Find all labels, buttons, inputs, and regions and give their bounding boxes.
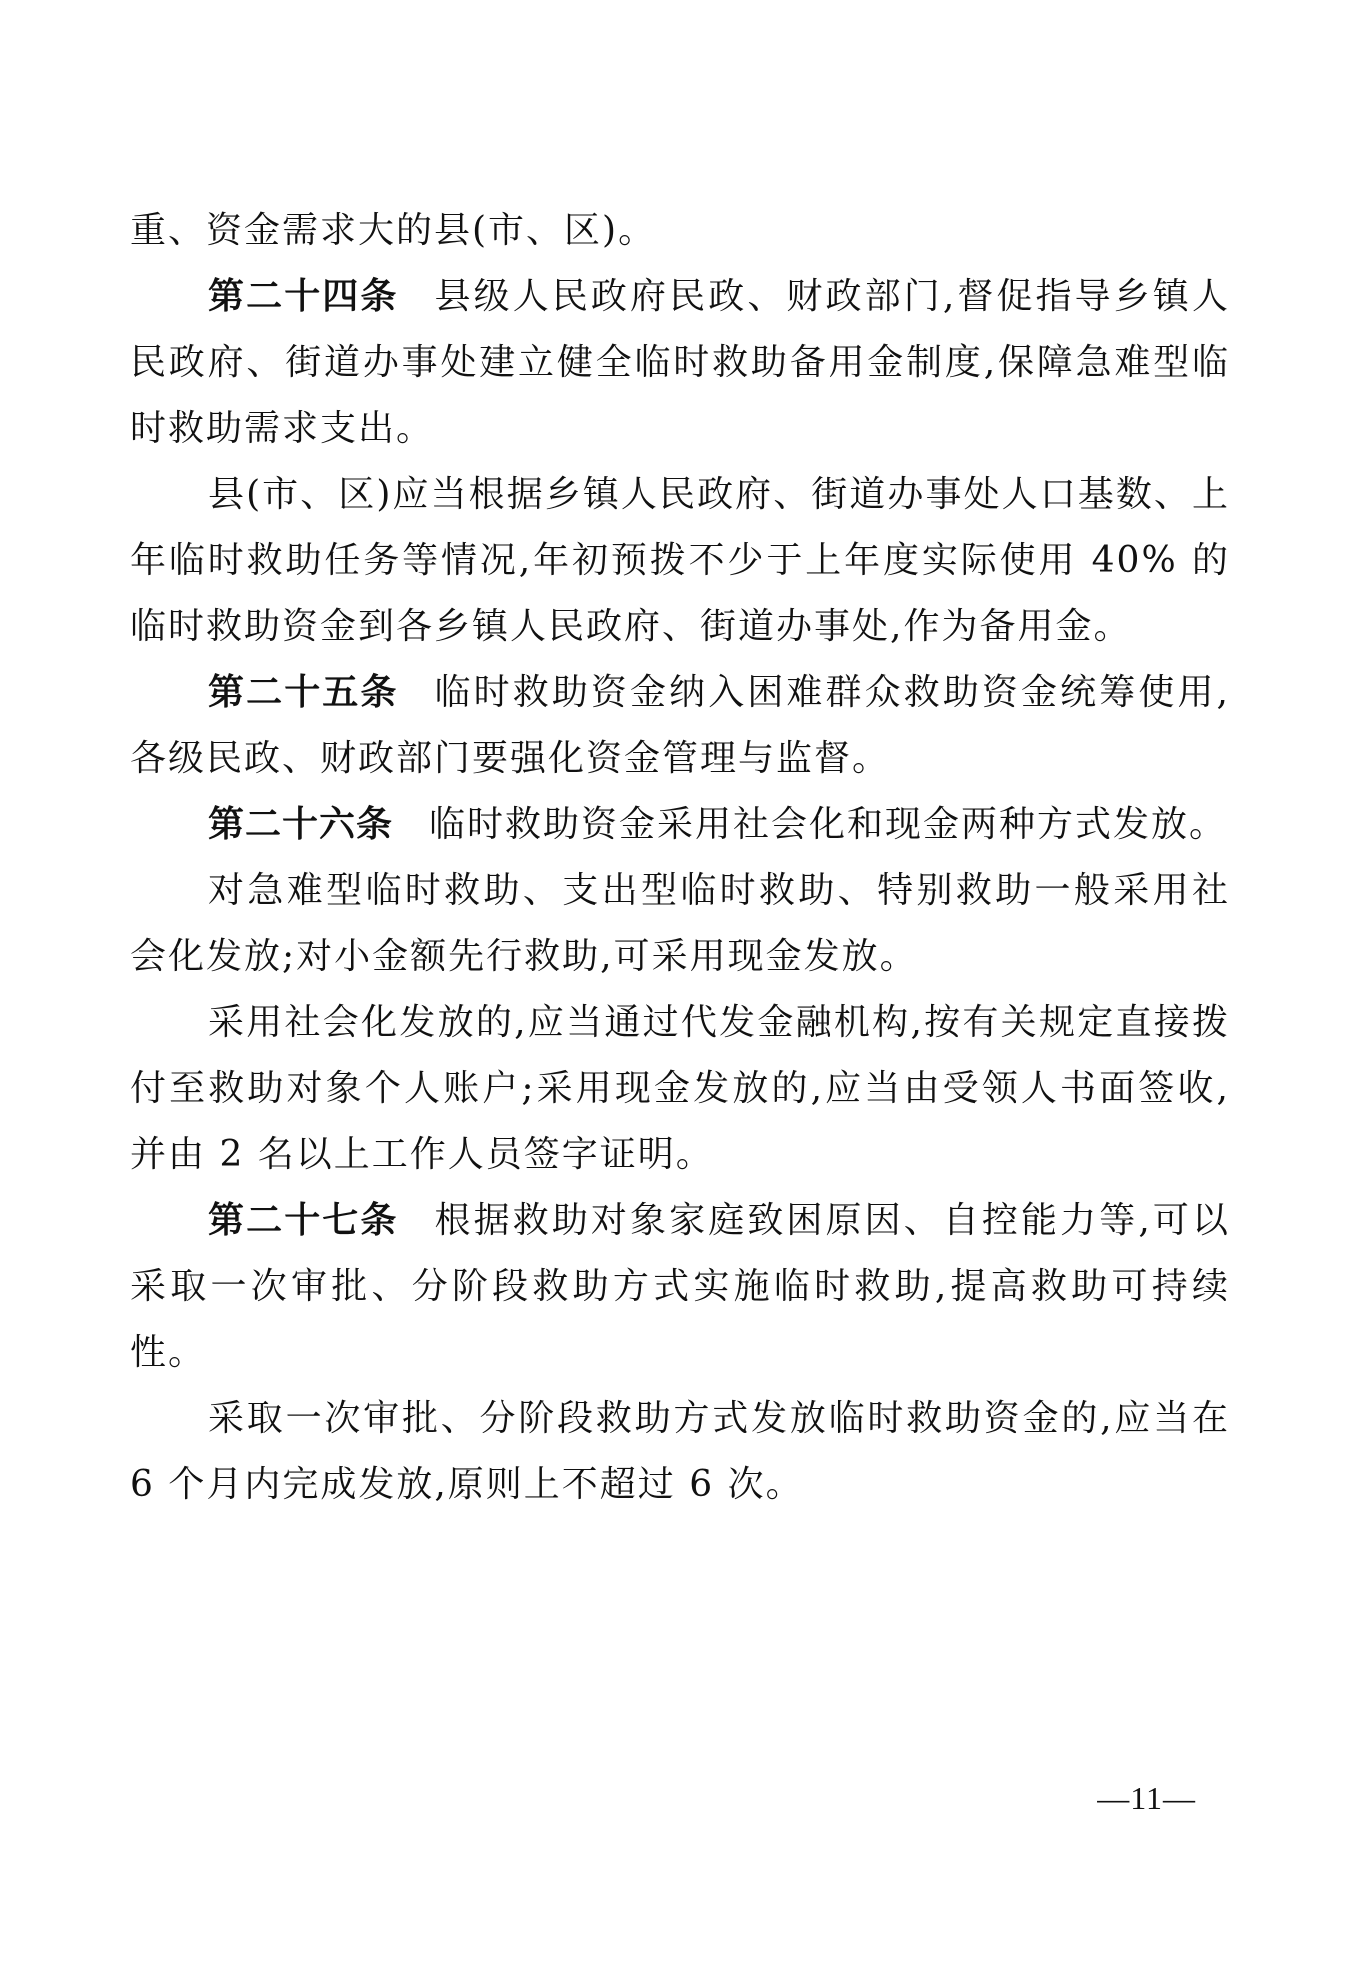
paragraph-text: 临时救助资金纳入困难群众救助资金统筹使用,各级民政、财政部门要强化资金管理与监督。 bbox=[130, 672, 1230, 779]
paragraph-text: 采取一次审批、分阶段救助方式发放临时救助资金的,应当在 6 个月内完成发放,原则上不超过 6 次。 bbox=[130, 1398, 1230, 1505]
paragraph-article-27 bbox=[130, 1188, 1230, 1386]
paragraph-6 bbox=[130, 858, 1230, 990]
paragraph-text: 根据救助对象家庭致困原因、自控能力等,可以采取一次审批、分阶段救助方式实施临时救助,提高救助可持续性。 bbox=[130, 1200, 1230, 1373]
paragraph-text: 对急难型临时救助、支出型临时救助、特别救助一般采用社会化发放;对小金额先行救助,可采用现金发放。 bbox=[130, 870, 1230, 977]
article-number: 第二十六条 bbox=[208, 804, 394, 845]
article-number: 第二十四条 bbox=[208, 276, 399, 317]
paragraph-7 bbox=[130, 990, 1230, 1188]
paragraph-article-24 bbox=[130, 264, 1230, 462]
paragraph-article-26 bbox=[130, 792, 1230, 858]
paragraph-text: 临时救助资金采用社会化和现金两种方式发放。 bbox=[429, 804, 1228, 845]
article-number: 第二十五条 bbox=[208, 672, 399, 713]
paragraph-3 bbox=[130, 462, 1230, 660]
paragraph-9 bbox=[130, 1386, 1230, 1518]
paragraph-1 bbox=[130, 198, 1230, 264]
article-number: 第二十七条 bbox=[208, 1200, 399, 1241]
paragraph-text: 县(市、区)应当根据乡镇人民政府、街道办事处人口基数、上年临时救助任务等情况,年初预拨不少于上年度实际使用 40% 的临时救助资金到各乡镇人民政府、街道办事处,作为备用金。 bbox=[130, 474, 1230, 647]
paragraph-text: 采用社会化发放的,应当通过代发金融机构,按有关规定直接拨付至救助对象个人账户;采用现金发放的,应当由受领人书面签收,并由 2 名以上工作人员签字证明。 bbox=[130, 1002, 1230, 1175]
paragraph-text: 重、资金需求大的县(市、区)。 bbox=[130, 210, 657, 251]
document-body bbox=[130, 198, 1230, 1518]
paragraph-text: 县级人民政府民政、财政部门,督促指导乡镇人民政府、街道办事处建立健全临时救助备用金制度,保障急难型临时救助需求支出。 bbox=[130, 276, 1230, 449]
page-number: —11— bbox=[1097, 1780, 1196, 1816]
paragraph-article-25 bbox=[130, 660, 1230, 792]
